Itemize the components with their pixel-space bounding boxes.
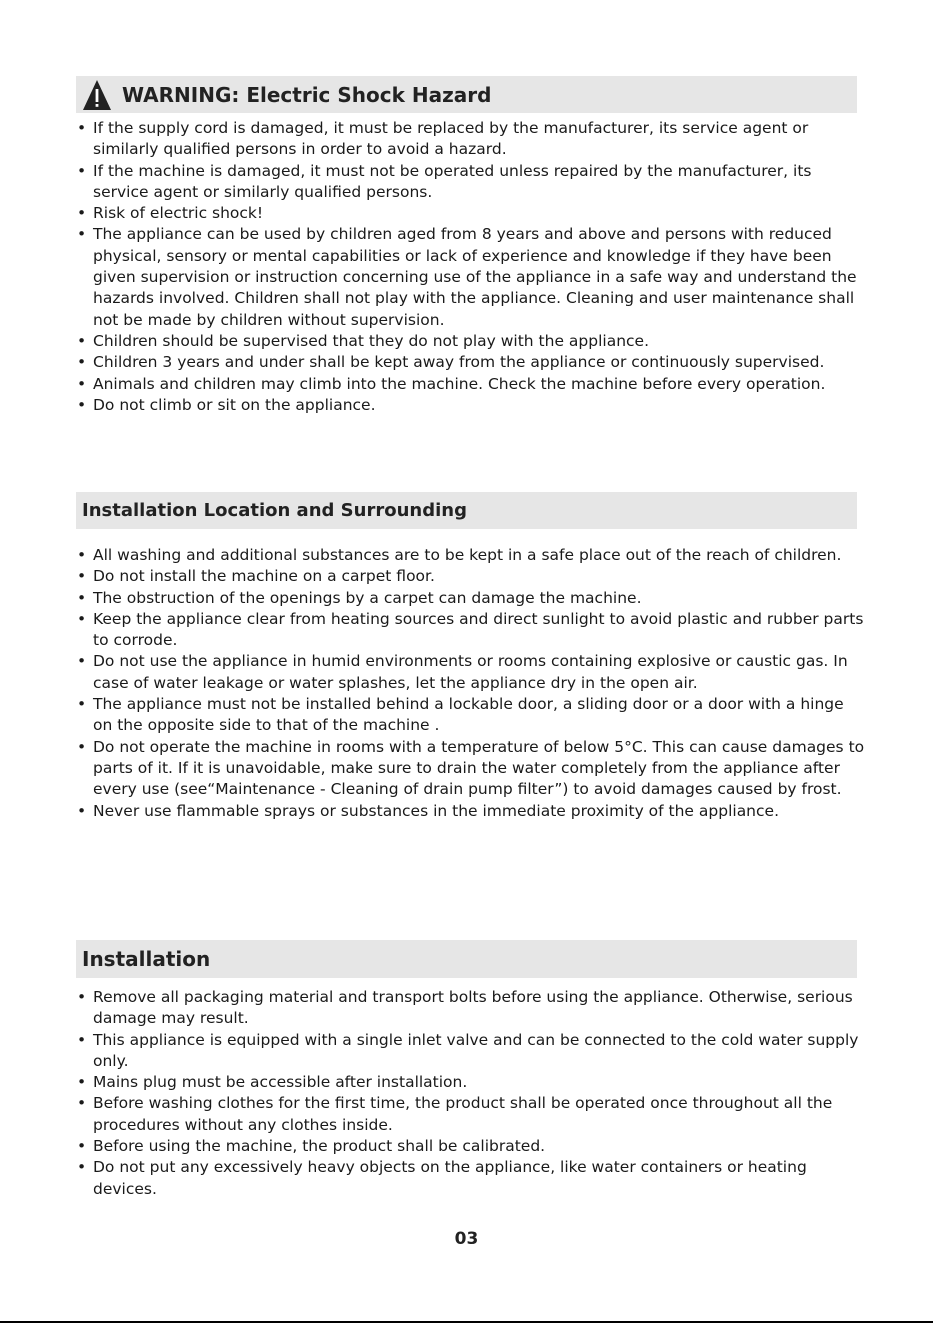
list-item: • Children should be supervised that they do not play with the appliance.: [76, 331, 866, 352]
list-item: • All washing and additional substances are to be kept in a safe place out of the reach of children.: [76, 545, 866, 566]
warning-section-title: WARNING: Electric Shock Hazard: [122, 82, 492, 107]
bottom-divider: [0, 1321, 933, 1323]
list-item: • If the machine is damaged, it must not be operated unless repaired by the manufacturer, its service agent or similarly qualified persons.: [76, 161, 866, 204]
location-section-title: Installation Location and Surrounding: [82, 500, 467, 521]
list-item: • Before using the machine, the product shall be calibrated.: [76, 1136, 866, 1157]
list-item: • Never use flammable sprays or substances in the immediate proximity of the appliance.: [76, 801, 866, 822]
list-item: • Remove all packaging material and transport bolts before using the appliance. Otherwise, serious damage may result.: [76, 987, 866, 1030]
list-item: • The obstruction of the openings by a carpet can damage the machine.: [76, 588, 866, 609]
installation-list: [76, 987, 866, 1200]
list-item: • Do not install the machine on a carpet floor.: [76, 566, 866, 587]
list-item: • The appliance can be used by children aged from 8 years and above and persons with reduced physical, sensory or mental capabilities or lack of experience and knowledge if they have been given supervision or instruction concerning use of the appliance in a safe way and understand the hazards involved. Children shall not play with the appliance. Cleaning and user maintenance shall not be made by children without supervision.: [76, 224, 866, 330]
warning-section-header: [76, 76, 857, 113]
list-item: • Mains plug must be accessible after installation.: [76, 1072, 866, 1093]
list-item: • Do not use the appliance in humid environments or rooms containing explosive or caustic gas. In case of water leakage or water splashes, let the appliance dry in the open air.: [76, 651, 866, 694]
installation-section-title: Installation: [82, 947, 211, 971]
list-item: • Risk of electric shock!: [76, 203, 866, 224]
list-item: • If the supply cord is damaged, it must be replaced by the manufacturer, its service agent or similarly qualified persons in order to avoid a hazard.: [76, 118, 866, 161]
list-item: • Do not operate the machine in rooms with a temperature of below 5°C. This can cause damages to parts of it. If it is unavoidable, make sure to drain the water completely from the appliance after every use (see“Maintenance - Cleaning of drain pump filter”) to avoid damages caused by frost.: [76, 737, 866, 801]
list-item: • Do not climb or sit on the appliance.: [76, 395, 866, 416]
list-item: • Children 3 years and under shall be kept away from the appliance or continuously supervised.: [76, 352, 866, 373]
installation-section-header: [76, 940, 857, 978]
location-list: [76, 545, 866, 822]
list-item: • The appliance must not be installed behind a lockable door, a sliding door or a door with a hinge on the opposite side to that of the machine .: [76, 694, 866, 737]
list-item: • Do not put any excessively heavy objects on the appliance, like water containers or heating devices.: [76, 1157, 866, 1200]
warning-triangle-icon: [82, 79, 112, 111]
page-number: 03: [454, 1229, 479, 1249]
list-item: • Keep the appliance clear from heating sources and direct sunlight to avoid plastic and rubber parts to corrode.: [76, 609, 866, 652]
location-section-header: [76, 492, 857, 529]
warning-list: [76, 118, 866, 416]
list-item: • Animals and children may climb into the machine. Check the machine before every operation.: [76, 374, 866, 395]
list-item: • This appliance is equipped with a single inlet valve and can be connected to the cold water supply only.: [76, 1030, 866, 1073]
list-item: • Before washing clothes for the first time, the product shall be operated once throughout all the procedures without any clothes inside.: [76, 1093, 866, 1136]
